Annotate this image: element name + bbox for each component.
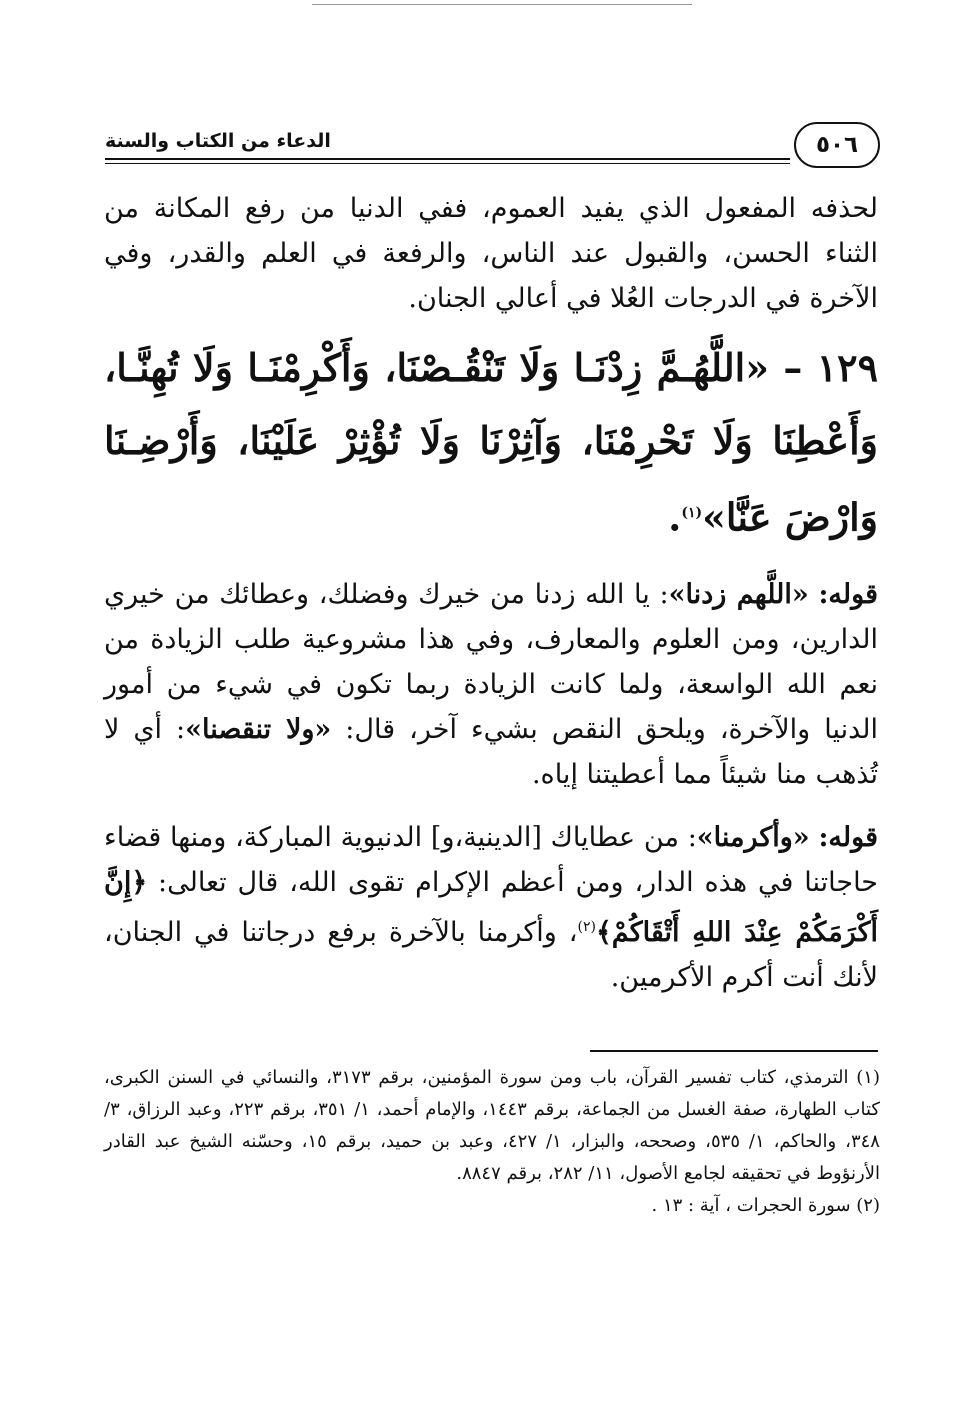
footnote-1: (١) الترمذي، كتاب تفسير القرآن، باب ومن سورة المؤمنين، برقم ٣١٧٣، والنسائي في السنن الكبرى، كتاب الطهارة، صفة الغسل من الجماعة، برقم ١٤٤٣، والإمام أحمد، ١/ ٣٥١، برقم ٢٢٣، وعبد الرزاق، ٣/ ٣٤٨، والحاكم، ١/ ٥٣٥، وصححه، والبزار، ١/ ٤٢٧، وعبد بن حميد، برقم ١٥، وحسّنه الشيخ عبد القادر الأرنؤوط في تحقيقه لجامع الأصول، ١١/ ٢٨٢، برقم ٨٨٤٧. <box>104 1067 880 1184</box>
para3-quote: «وأكرمنا» <box>696 821 810 853</box>
footnotes <box>104 1062 880 1222</box>
header-rule-thin <box>105 163 790 164</box>
para2-quote2: «ولا تنقصنا» <box>185 713 332 745</box>
footnote-ref-2[interactable]: (٢) <box>577 918 596 935</box>
page-header <box>105 118 880 188</box>
footnote-2: (٢) سورة الحجرات ، آية : ١٣ . <box>651 1195 880 1216</box>
header-rule <box>105 158 790 160</box>
page-number: ٥٠٦ <box>794 122 880 168</box>
para3-lead: قوله: <box>818 821 878 853</box>
para3-text2: ، وأكرمنا بالآخرة برفع درجاتنا في الجنان، لأنك أنت أكرم الأكرمين. <box>104 916 878 993</box>
hadith-number: ١٢٩ – <box>783 345 878 390</box>
footnote-separator <box>590 1050 878 1052</box>
paragraph-2 <box>104 572 878 797</box>
paragraph-1: لحذفه المفعول الذي يفيد العموم، ففي الدنيا من رفع المكانة من الثناء الحسن، والقبول عند الناس، والرفعة في العلم والقدر، وفي الآخرة في الدرجات العُلا في أعالي الجنان. <box>104 193 878 314</box>
para2-lead: قوله: <box>818 578 878 610</box>
main-text <box>104 186 878 1000</box>
hadith-text: «اللَّهُـمَّ زِدْنَـا وَلَا تَنْقُـصْنَا، وَأَكْرِمْنَـا وَلَا تُهِنَّـا، وَأَعْطِنَا وَلَا تَحْرِمْنَا، وَآثِرْنَا وَلَا تُؤْثِرْ عَلَيْنَا، وَأَرْضِـنَا وَارْضَ عَنَّا» <box>104 345 878 540</box>
hadith-end: . <box>668 494 682 540</box>
running-title: الدعاء من الكتاب والسنة <box>105 130 331 152</box>
paragraph-3 <box>104 815 878 1000</box>
para2-text: : يا الله زدنا من خيرك وفضلك، وعطائك من خيري الدارين، ومن العلوم والمعارف، وفي هذا مشروعية طلب الزيادة من نعم الله الواسعة، ولما كانت الزيادة ربما تكون في شيء من أمور الدنيا والآخرة، ويلحق النقص بشيء آخر، قال: <box>104 578 879 745</box>
hadith-129 <box>104 331 878 554</box>
footnote-ref-1[interactable]: (١) <box>681 505 703 521</box>
quran-verse: ﴿إِنَّ أَكْرَمَكُمْ عِنْدَ اللهِ أَتْقَاكُمْ﴾ <box>104 866 878 948</box>
top-decorative-rule <box>312 4 692 5</box>
para2-text2: : أي لا تُذهب منا شيئاً مما أعطيتنا إياه. <box>104 713 878 790</box>
para3-text: : من عطاياك [الدينية،و] الدنيوية المباركة، ومنها قضاء حاجاتنا في هذه الدار، ومن أعظم الإكرام تقوى الله، قال تعالى: <box>104 821 878 898</box>
para2-quote: «اللَّهم زدنا» <box>668 578 809 610</box>
